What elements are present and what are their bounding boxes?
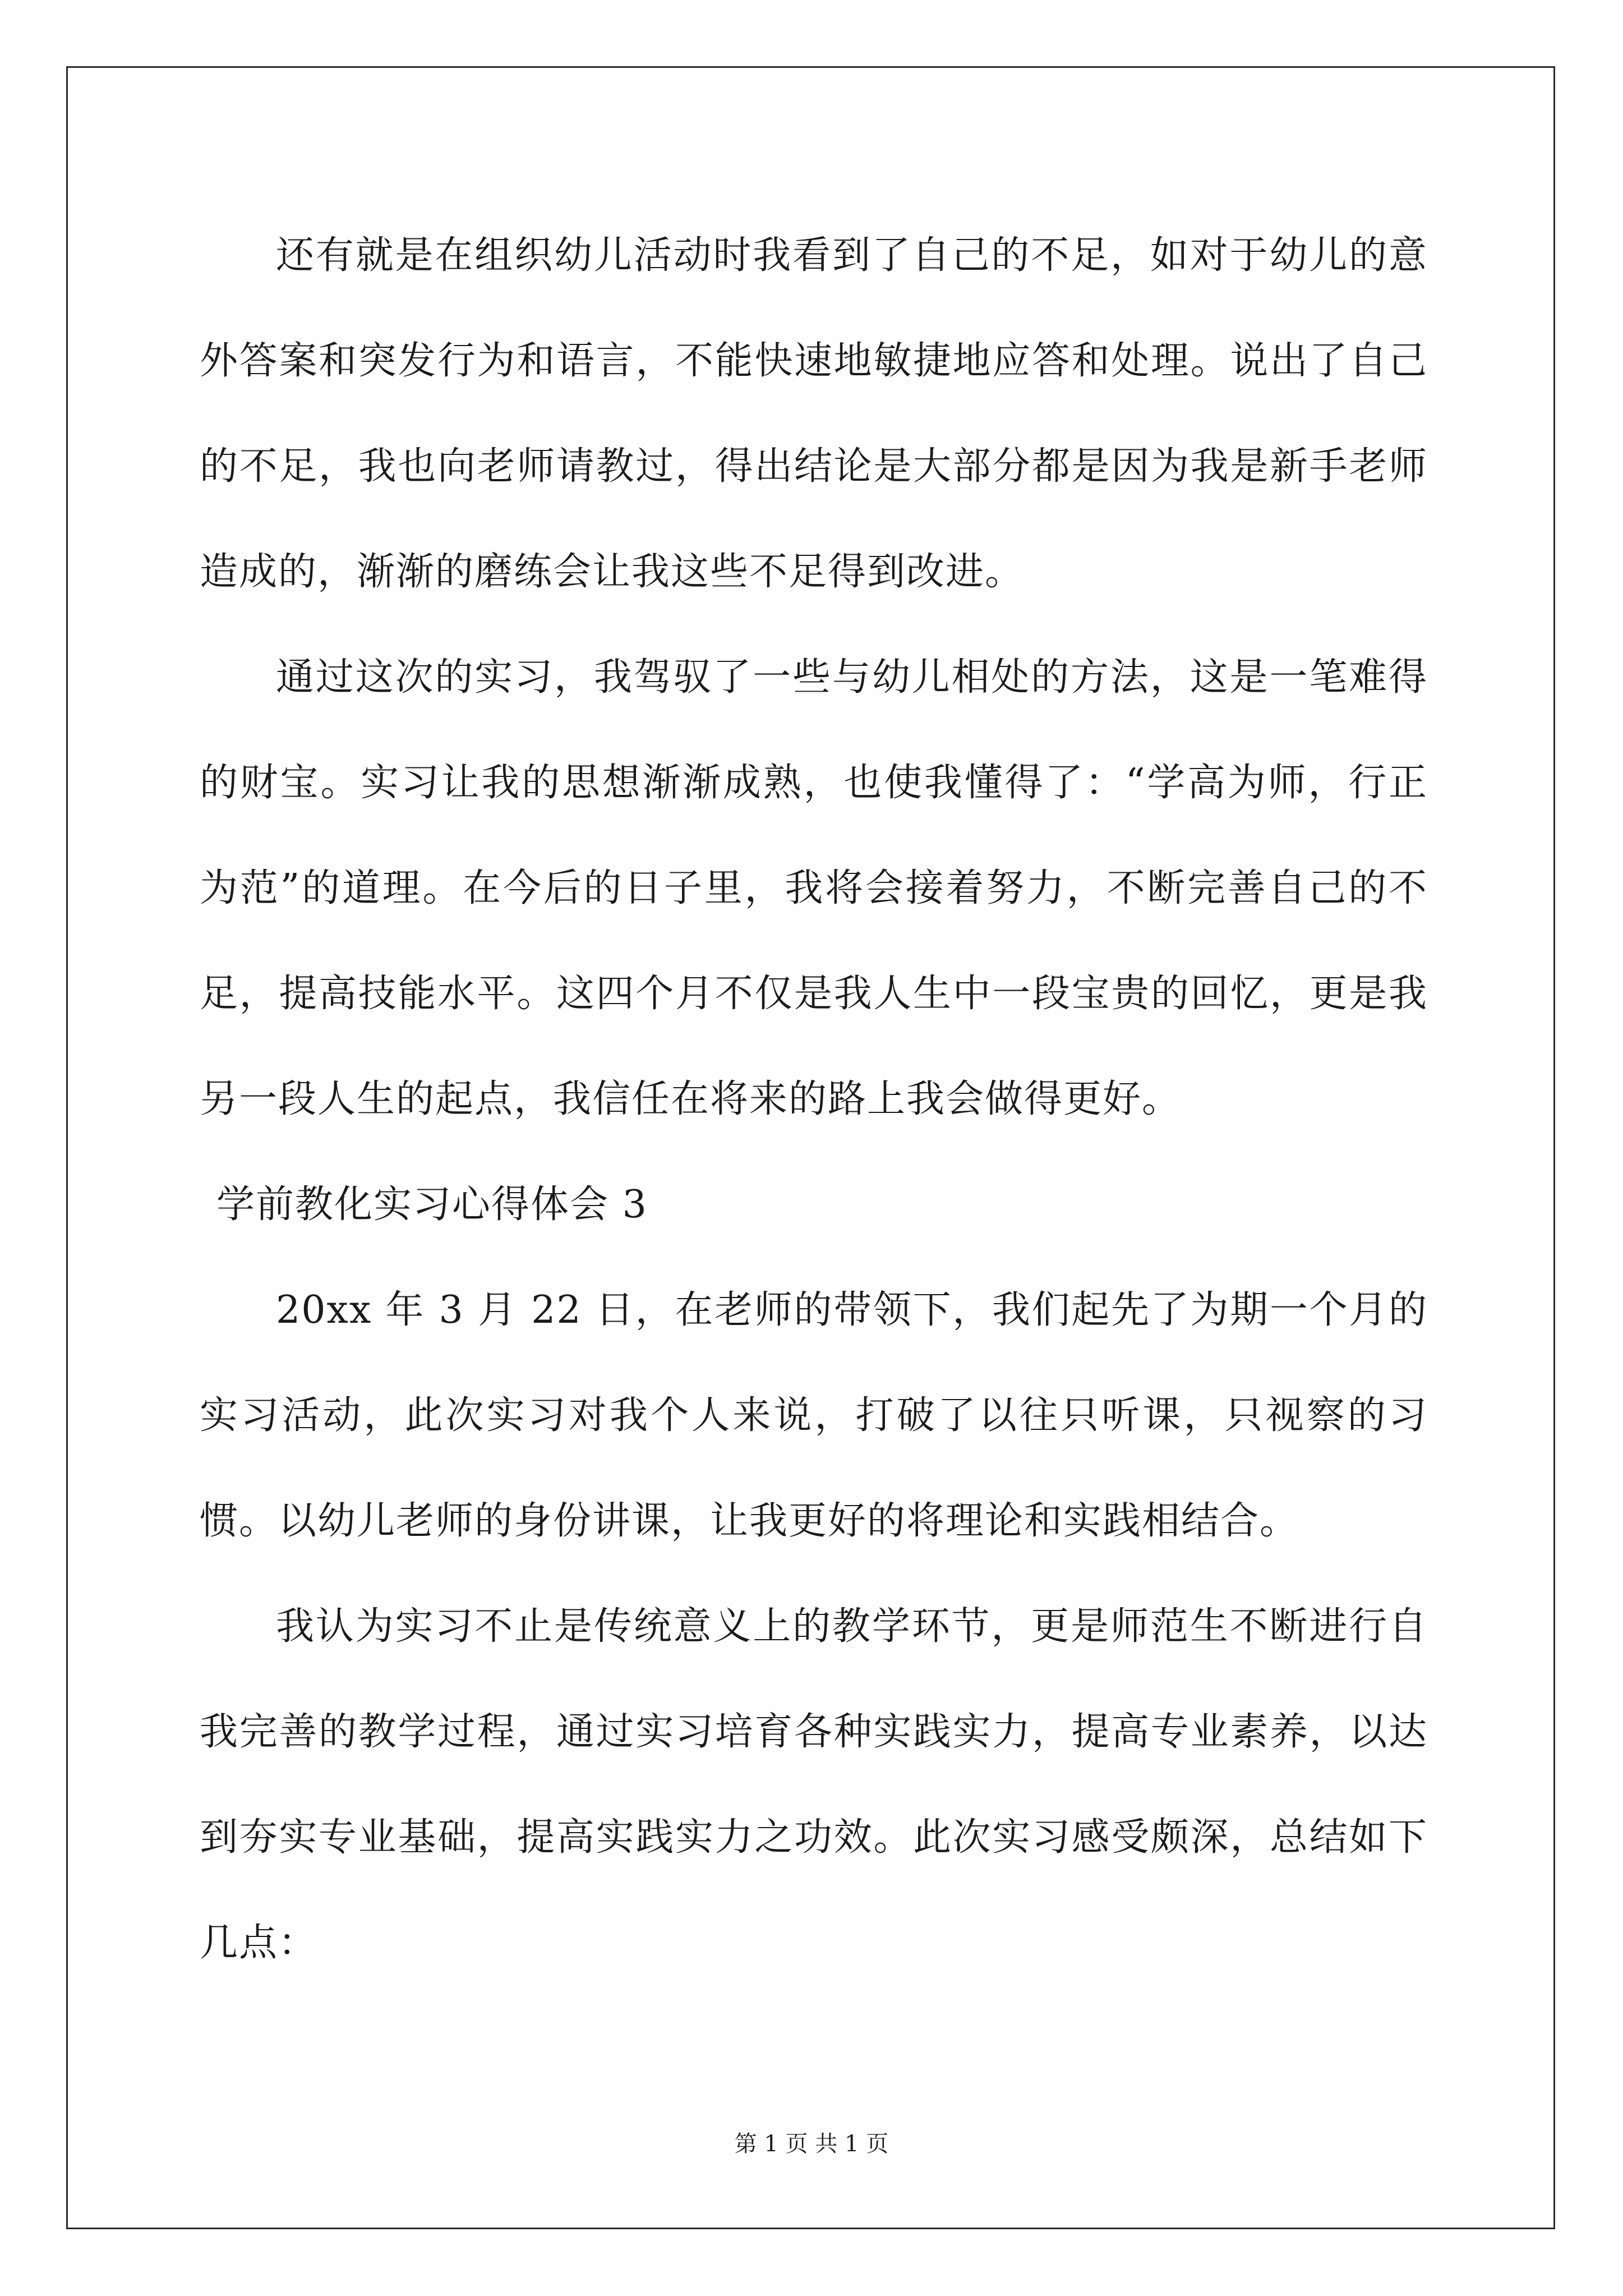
paragraph: 还有就是在组织幼儿活动时我看到了自己的不足，如对于幼儿的意外答案和突发行为和语言，不能快速地敏捷地应答和处理。说出了自己的不足，我也向老师请教过，得出结论是大部分都是因为我是新手老师造成的，渐渐的磨练会让我这些不足得到改进。: [200, 233, 1428, 594]
document-body: [200, 203, 1428, 1996]
paragraph: 通过这次的实习，我驾驭了一些与幼儿相处的方法，这是一笔难得的财宝。实习让我的思想渐渐成熟，也使我懂得了：“学高为师，行正为范”的道理。在今后的日子里，我将会接着努力，不断完善自己的不足，提高技能水平。这四个月不仅是我人生中一段宝贵的回忆，更是我另一段人生的起点，我信任在将来的路上我会做得更好。: [200, 655, 1428, 1121]
paragraph: 20xx 年 3 月 22 日，在老师的带领下，我们起先了为期一个月的实习活动，此次实习对我个人来说，打破了以往只听课，只视察的习惯。以幼儿老师的身份讲课，让我更好的将理论和实践相结合。: [200, 1288, 1428, 1543]
section-heading: 学前教化实习心得体会 3: [216, 1182, 648, 1227]
paragraph: 我认为实习不止是传统意义上的教学环节，更是师范生不断进行自我完善的教学过程，通过实习培育各种实践实力，提高专业素养，以达到夯实专业基础，提高实践实力之功效。此次实习感受颇深，总结如下几点：: [200, 1604, 1428, 1965]
page-number-footer: 第 1 页 共 1 页: [734, 2131, 889, 2157]
